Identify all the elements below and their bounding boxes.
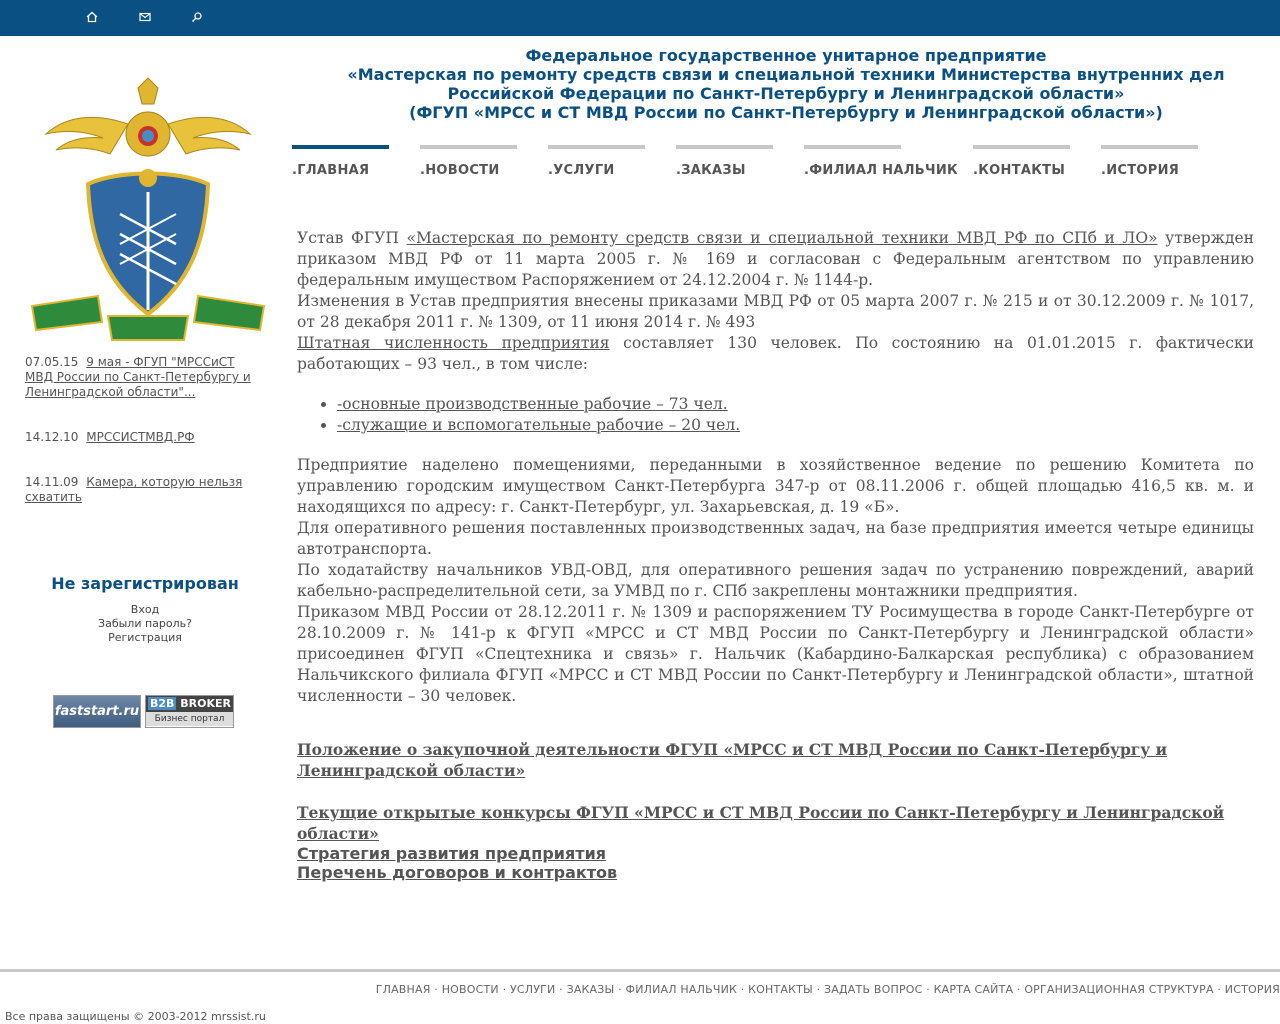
news-date: 14.11.09 [25,475,79,489]
b2b-subtitle: Бизнес портал [146,712,233,726]
footer-separator: · [614,983,626,996]
footer-separator: · [812,983,825,996]
footer-divider [0,969,1280,972]
footer-link[interactable]: ЗАКАЗЫ [566,983,615,996]
footer-link[interactable]: КАРТА САЙТА [933,983,1014,996]
login-link[interactable]: Вход [130,603,160,616]
top-bar [0,0,1280,36]
footer-separator: · [498,983,510,996]
news-link[interactable]: Камера, которую нельзя схватить [25,475,243,504]
nav-tab-services[interactable]: .УСЛУГИ [548,145,645,178]
staff-link[interactable]: Штатная численность предприятия [297,334,610,352]
charter-changes-paragraph: Изменения в Устав предприятия внесены приказами МВД РФ от 05 марта 2007 г. № 215 и от 30.12.2009 г. № 1017, от 28 декабря 2011 г. № 1309, от 11 июня 2014 г. № 493 [297,292,1254,331]
forgot-password-link[interactable]: Забыли пароль? [98,617,192,630]
nav-tab-contacts[interactable]: .КОНТАКТЫ [973,145,1070,178]
register-link[interactable]: Регистрация [108,631,182,644]
vehicles-paragraph: Для оперативного решения поставленных производственных задач, на базе предприятия имеется четыре единицы автотранспорта. [297,519,1254,558]
merger-paragraph: Приказом МВД России от 28.12.2011 г. № 1309 и распоряжением ТУ Росимущества в городе Санкт-Петербурге от 28.10.2009 г. № 141-р к ФГУП «МРСС и СТ МВД России по Санкт-Петербургу и Ленинградской области» присоединен ФГУП «Спецтехника и связь» г. Нальчик (Кабардино-Балкарская республика) с образованием Нальчикского филиала ФГУП «МРСС и СТ МВД России по Санкт-Петербургу и Ленинградской области», штатной численности – 30 человек. [297,603,1254,705]
charter-link[interactable]: «Мастерская по ремонту средств связи и специальной техники МВД РФ по СПб и ЛО» [406,229,1158,247]
footer-separator: · [1213,983,1225,996]
footer-link[interactable]: ОРГАНИЗАЦИОННАЯ СТРУКТУРА [1024,983,1214,996]
copyright: Все права защищены © 2003-2012 mrssist.ru [5,1010,266,1023]
nav-tab-orders[interactable]: .ЗАКАЗЫ [676,145,773,178]
b2b-broker-badge[interactable] [145,695,234,728]
footer-link[interactable]: ЗАДАТЬ ВОПРОС [824,983,923,996]
footer-separator: · [430,983,442,996]
footer-separator: · [922,983,934,996]
faststart-badge[interactable]: faststart.ru [53,695,141,728]
text-span: составляет 130 человек. По состоянию на 01.01.2015 г. фактически работающих – 93 чел., в том числе: [297,334,1255,373]
footer-link[interactable]: УСЛУГИ [509,983,556,996]
broker-label: BROKER [180,697,231,710]
news-item [25,475,257,505]
staff-paragraph [297,333,1254,375]
contracts-list-link[interactable]: Перечень договоров и контрактов [297,863,618,882]
page-title [292,46,1280,122]
text-span: Устав ФГУП [297,229,407,247]
mail-icon[interactable] [139,11,153,25]
footer-nav [376,983,1280,996]
news-link[interactable]: 9 мая - ФГУП "МРССиСТ МВД России по Санкт-Петербургу и Ленинградской области"... [25,355,251,399]
text-span: утвержден приказом МВД РФ от 11 марта 2005 г. № 169 и согласован с Федеральным агентством по управлению федеральным имуществом Распоряжением от 24.12.2004 г. № 1144-р. [297,229,1254,289]
footer-link[interactable]: ИСТОРИЯ [1224,983,1280,996]
home-icon[interactable] [86,11,100,25]
installers-paragraph: По ходатайству начальников УВД-ОВД, для оперативного решения задач по устранению повреждений, аварий кабельно-распределительной сети, за УМВД по г. СПб закреплены монтажники предприятия. [297,561,1254,600]
title-line-2: «Мастерская по ремонту средств связи и специальной техники Министерства внутренних дел Российской Федерации по Санкт-Петербургу и Ленинградской области» [347,65,1225,103]
footer-link[interactable]: ФИЛИАЛ НАЛЬЧИК [625,983,738,996]
footer-link[interactable]: НОВОСТИ [441,983,499,996]
staff-list-link[interactable]: -основные производственные рабочие – 73 чел. [337,395,728,413]
premises-paragraph: Предприятие наделено помещениями, переданными в хозяйственное ведение по решению Комитета по управлению городским имуществом Санкт-Петербурга 347-р от 08.11.2006 г. общей площадью 416,5 кв. м. и находящихся по адресу: г. Санкт-Петербург, ул. Захарьевская, д. 19 «Б». [297,456,1254,516]
news-item [25,355,257,400]
news-item [25,430,257,445]
title-line-1: Федеральное государственное унитарное предприятие [525,46,1047,65]
procurement-regulation-link[interactable]: Положение о закупочной деятельности ФГУП «МРСС и СТ МВД России по Санкт-Петербургу и Ленинградской области» [297,740,1168,780]
footer-link[interactable]: ГЛАВНАЯ [375,983,431,996]
development-strategy-link[interactable]: Стратегия развития предприятия [297,844,607,863]
title-line-3: (ФГУП «МРСС и СТ МВД России по Санкт-Петербургу и Ленинградской области») [409,103,1163,122]
nav-tab-history[interactable]: .ИСТОРИЯ [1101,145,1198,178]
nav-tab-news[interactable]: .НОВОСТИ [420,145,517,178]
nav-tab-home[interactable]: .ГЛАВНАЯ [292,145,389,178]
footer-separator: · [1013,983,1025,996]
news-date: 07.05.15 [25,355,79,369]
charter-paragraph [297,228,1254,291]
list-item [337,415,1254,436]
b2b-label: B2B [150,697,175,710]
nav-tab-branch-nalchik[interactable]: .ФИЛИАЛ НАЛЬЧИК [804,145,901,178]
news-date: 14.12.10 [25,430,79,444]
footer-separator: · [737,983,749,996]
staff-list-link[interactable]: -служащие и вспомогательные рабочие – 20 чел. [337,416,741,434]
auth-status-title: Не зарегистрирован [51,574,239,593]
open-tenders-link[interactable]: Текущие открытые конкурсы ФГУП «МРСС и СТ МВД России по Санкт-Петербургу и Ленинградской области» [297,803,1225,843]
staff-list [297,394,1254,436]
list-item [337,394,1254,415]
auth-links [0,603,290,645]
footer-link[interactable]: КОНТАКТЫ [748,983,813,996]
search-icon[interactable] [191,11,205,25]
main-content [297,228,1254,882]
mvd-emblem-logo [28,74,268,346]
footer-separator: · [555,983,567,996]
news-link[interactable]: МРССИСТМВД.РФ [86,430,195,444]
